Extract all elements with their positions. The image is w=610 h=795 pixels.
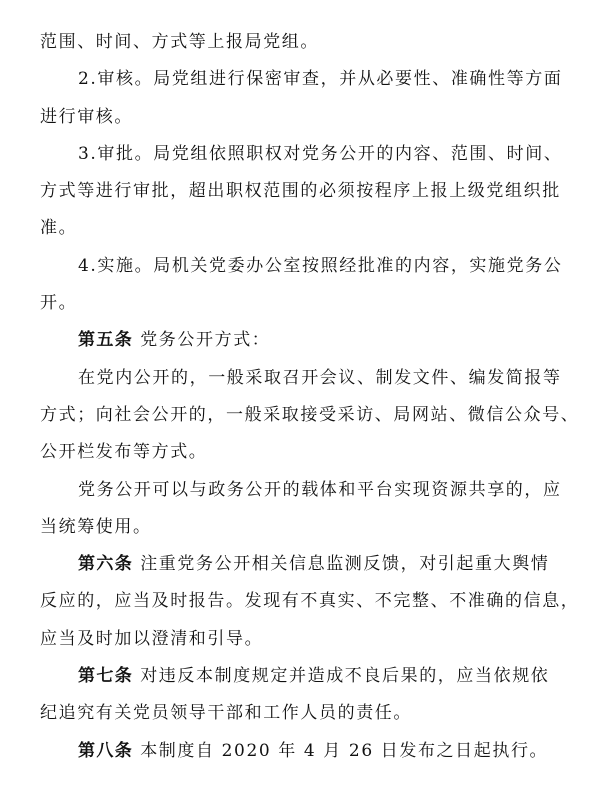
paragraph-line: 纪追究有关党员领导干部和工作人员的责任。 [40,703,412,724]
paragraph-line: 公开栏发布等方式。 [40,442,208,463]
paragraph-line: 应当及时加以澄清和引导。 [40,628,264,649]
paragraph-line: 反应的，应当及时报告。发现有不真实、不完整、不准确的信息， [40,591,580,612]
paragraph-line: 准。 [40,218,78,239]
article-8-heading-line [40,733,576,770]
paragraph-line: 开。 [40,293,78,314]
paragraph-line: 方式；向社会公开的，一般采取接受采访、局网站、微信公众号、 [40,404,580,425]
paragraph-line: 当统筹使用。 [40,516,152,537]
article-text: 党务公开方式： [133,330,271,351]
paragraph-line: 进行审核。 [40,106,133,127]
article-7-heading-line [40,658,576,695]
article-text: 本制度自 2020 年 4 月 26 日发布之日起执行。 [133,740,549,761]
article-heading: 第五条 [78,330,134,351]
document-page [40,24,580,770]
paragraph-line: 4.实施。局机关党委办公室按照经批准的内容，实施党务公 [78,255,563,276]
article-5-heading-line [40,322,576,359]
paragraph-line: 3.审批。局党组依照职权对党务公开的内容、范围、时间、 [78,143,563,164]
article-text: 注重党务公开相关信息监测反馈，对引起重大舆情 [133,554,550,575]
paragraph-line: 方式等进行审批，超出职权范围的必须按程序上报上级党组织批 [40,181,561,202]
article-6-heading-line [40,546,576,583]
paragraph-line: 2.审核。局党组进行保密审查，并从必要性、准确性等方面 [78,69,563,90]
paragraph-line: 党务公开可以与政务公开的载体和平台实现资源共享的，应 [78,479,562,500]
paragraph-line: 范围、时间、方式等上报局党组。 [40,32,319,52]
article-heading: 第六条 [78,554,134,575]
article-heading: 第七条 [78,666,134,687]
paragraph-line: 在党内公开的，一般采取召开会议、制发文件、编发简报等 [78,367,562,388]
article-heading: 第八条 [78,740,134,761]
article-text: 对违反本制度规定并造成不良后果的，应当依规依 [133,666,550,687]
